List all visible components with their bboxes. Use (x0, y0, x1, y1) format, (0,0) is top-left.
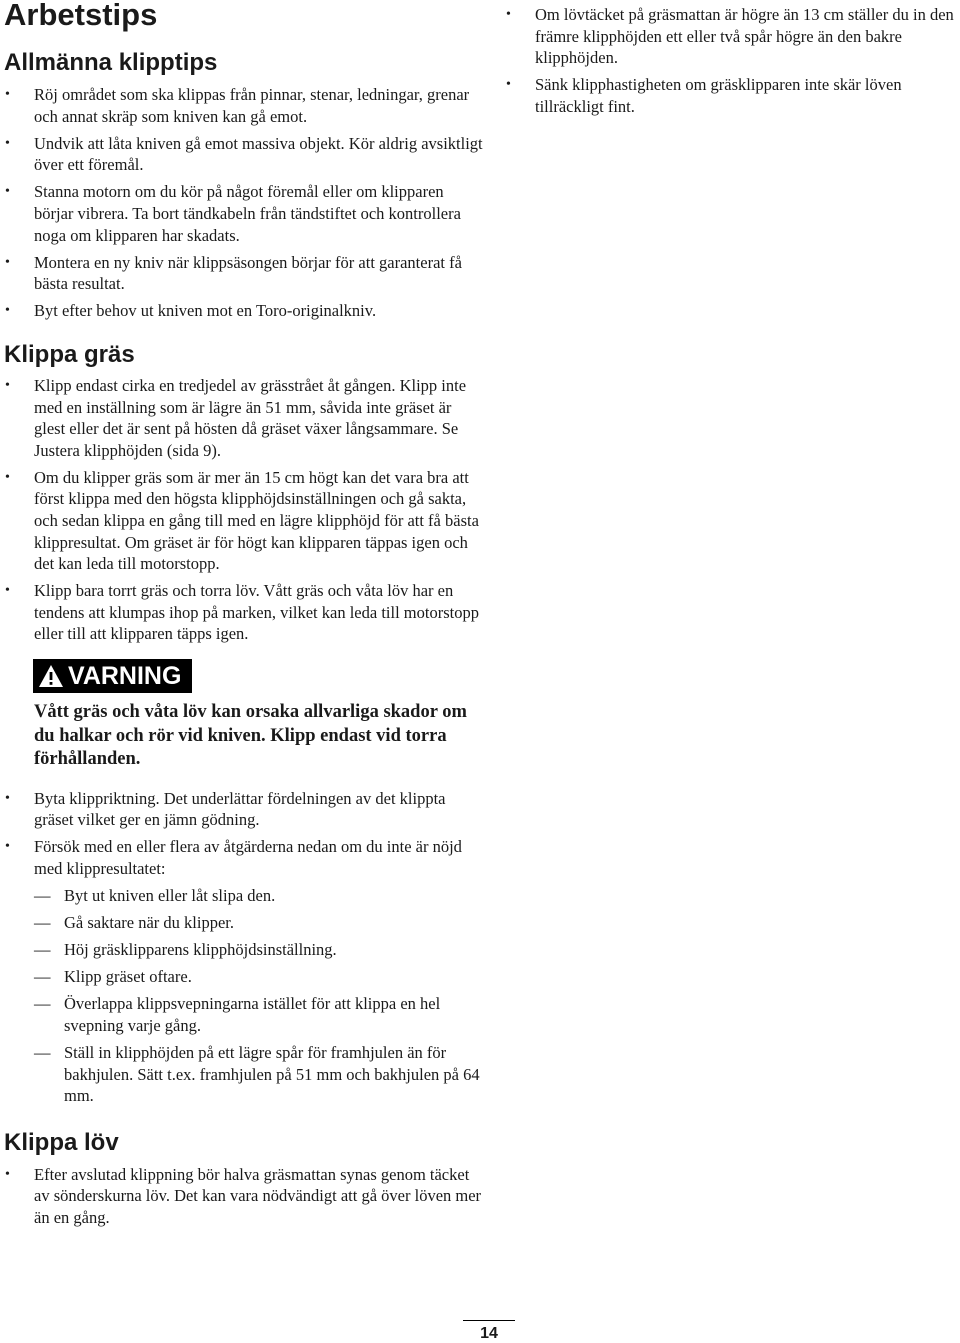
mowing-grass-list-continued (4, 788, 484, 880)
heading-general-tips: Allmänna klipptips (4, 49, 218, 76)
mowing-leaves-list-continued (505, 4, 960, 117)
list-item: • Undvik att låta kniven gå emot massiva objekt. Kör aldrig avsiktligt över ett föremål. (4, 133, 484, 176)
warning-triangle-icon (38, 664, 64, 688)
list-item: • Om lövtäcket på gräsmattan är högre än 13 cm ställer du in den främre klipphöjden ett eller två spår högre än den bakre klipphöjden. (505, 4, 960, 69)
general-tips-list (4, 84, 484, 322)
list-item: • Byta klippriktning. Det underlättar fördelningen av det klippta gräset vilket ger en jämn gödning. (4, 788, 484, 831)
sub-list-item: — Överlappa klippsvepningarna istället för att klippa en hel svepning varje gång. (4, 993, 484, 1036)
list-item: • Klipp endast cirka en tredjedel av grässtrået åt gången. Klipp inte med en inställning som är lägre än 51 mm, såvida inte gräset är glest eller det är sent på hösten då gräset växer långsammare. Se Justera klipphöjden (sida 9). (4, 375, 484, 461)
sub-list-item: — Klipp gräset oftare. (4, 966, 484, 988)
list-item: • Sänk klipphastigheten om gräsklipparen inte skär löven tillräckligt fint. (505, 74, 960, 117)
list-item: • Klipp bara torrt gräs och torra löv. Vått gräs och våta löv har en tendens att klumpas ihop på marken, vilket kan leda till motorstopp eller till att klipparen täpps igen. (4, 580, 484, 645)
list-item: • Röj området som ska klippas från pinnar, stenar, ledningar, grenar och annat skräp som kniven kan gå emot. (4, 84, 484, 127)
warning-label: VARNING (68, 661, 182, 690)
mowing-grass-list (4, 375, 484, 645)
heading-mowing-leaves: Klippa löv (4, 1128, 119, 1156)
page-number: 14 (463, 1320, 515, 1343)
left-column (4, 0, 484, 1234)
list-item: • Om du klipper gräs som är mer än 15 cm högt kan det vara bra att först klippa med den högsta klipphöjdsinställningen och gå sakta, och sedan klippa en gång till med en lägre klipphöjd för att få bästa klippresultat. Om gräset är för högt kan klipparen täppas igen och det kan leda till motorstopp. (4, 467, 484, 575)
warning-text: Vått gräs och våta löv kan orsaka allvarliga skador om du halkar och rör vid kniven. Klipp endast vid torra förhållanden. (34, 702, 467, 770)
warning-block (4, 659, 484, 772)
right-column (505, 0, 960, 123)
sub-list-item: — Höj gräsklipparens klipphöjdsinställning. (4, 939, 484, 961)
list-item: • Montera en ny kniv när klippsäsongen börjar för att garanterat få bästa resultat. (4, 252, 484, 295)
sub-list-item: — Ställ in klipphöjden på ett lägre spår för framhjulen än för bakhjulen. Sätt t.ex. framhjulen på 51 mm och bakhjulen på 64 mm. (4, 1042, 484, 1107)
sub-list-item: — Gå saktare när du klipper. (4, 912, 484, 934)
warning-badge (33, 659, 192, 693)
list-item: • Efter avslutad klippning bör halva gräsmattan synas genom täcket av sönderskurna löv. Det kan vara nödvändigt att gå över löven mer än en gång. (4, 1164, 484, 1229)
heading-mowing-grass: Klippa gräs (4, 340, 135, 368)
list-item: • Byt efter behov ut kniven mot en Toro-originalkniv. (4, 300, 484, 322)
mowing-leaves-list (4, 1164, 484, 1229)
list-item: • Stanna motorn om du kör på något föremål eller om klipparen börjar vibrera. Ta bort tändkabeln från tändstiftet och kontrollera noga om klipparen har skadats. (4, 181, 484, 246)
sub-list-item: — Byt ut kniven eller låt slipa den. (4, 885, 484, 907)
list-item: • Försök med en eller flera av åtgärderna nedan om du inte är nöjd med klippresultatet: (4, 836, 484, 879)
results-sublist (4, 885, 484, 1107)
page-title: Arbetstips (4, 0, 158, 32)
